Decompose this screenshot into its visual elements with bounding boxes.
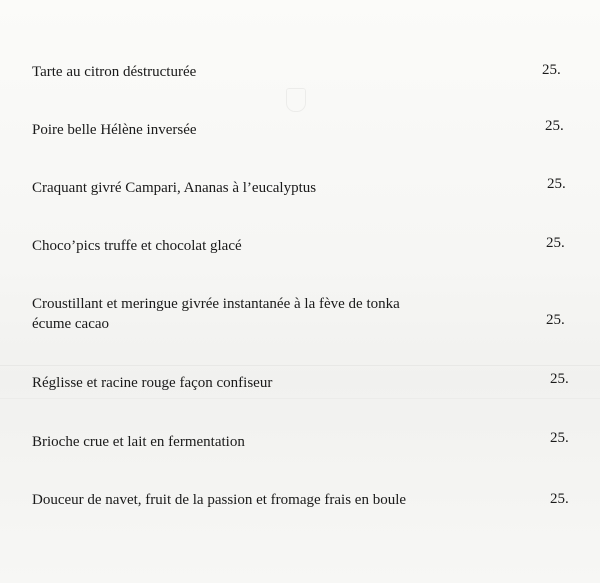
menu-item-name-line: écume cacao (32, 316, 110, 332)
menu-item-name (32, 490, 406, 510)
menu-item-price: 25. (545, 118, 564, 134)
menu-item-name (32, 62, 196, 82)
menu-item-name-line: Croustillant et meringue givrée instantanée à la fève de tonka (32, 296, 400, 312)
menu-item-name (32, 178, 316, 198)
menu-item-price: 25. (547, 176, 566, 192)
menu-item-price: 25. (550, 491, 569, 507)
fold-line (0, 365, 600, 366)
menu-item-price: 25. (550, 430, 569, 446)
fold-line (0, 398, 600, 399)
menu-item-name-line: Réglisse et racine rouge façon confiseur (32, 375, 273, 391)
menu-item-name-line: Poire belle Hélène inversée (32, 122, 197, 138)
menu-item-price: 25. (542, 62, 561, 78)
menu-item-name-line: Douceur de navet, fruit de la passion et fromage frais en boule (32, 492, 407, 508)
menu-item-price: 25. (546, 235, 565, 251)
menu-item-name (32, 236, 242, 256)
menu-item-name-line: Craquant givré Campari, Ananas à l’eucalyptus (32, 180, 317, 196)
menu-item-name-line: Choco’pics truffe et chocolat glacé (32, 238, 242, 254)
menu-item-name (32, 373, 272, 393)
menu-item-name (32, 294, 400, 334)
menu-item-name-line: Brioche crue et lait en fermentation (32, 434, 245, 450)
menu-item-name (32, 432, 245, 452)
menu-item-price: 25. (546, 312, 565, 328)
show-through-crest-icon (286, 88, 306, 112)
menu-item-price: 25. (550, 371, 569, 387)
menu-item-name-line: Tarte au citron déstructurée (32, 64, 197, 80)
menu-item-name (32, 120, 197, 140)
